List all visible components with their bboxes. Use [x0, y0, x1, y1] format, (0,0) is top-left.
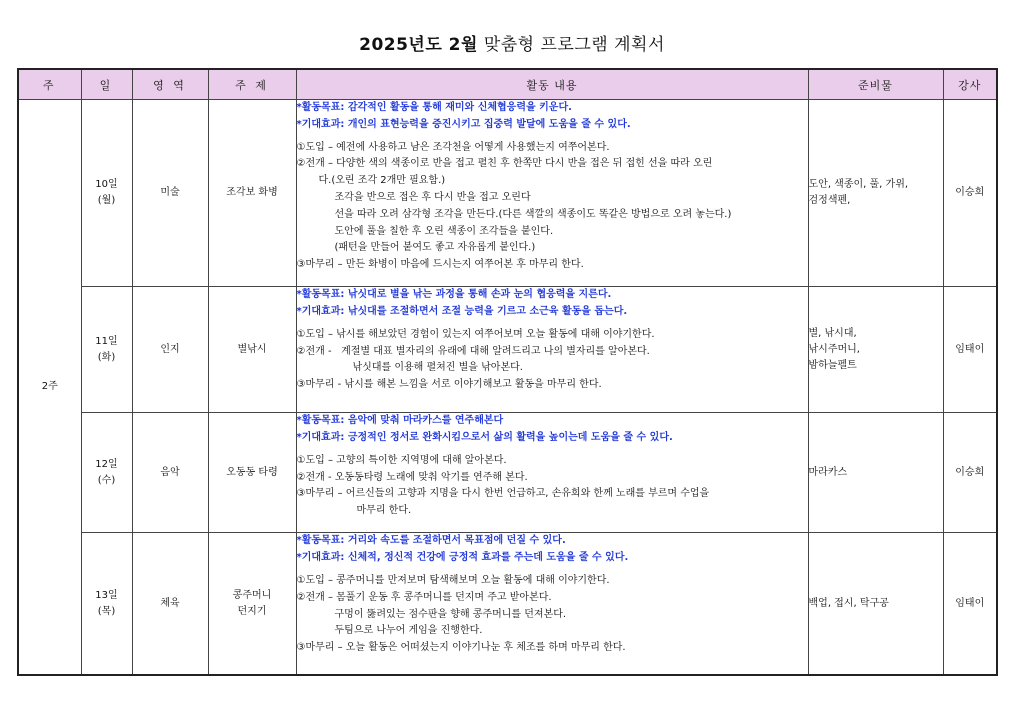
topic-line: 콩주머니: [232, 589, 272, 601]
step-line: 낚싯대를 이용해 펼쳐진 별을 낚아본다.: [352, 362, 523, 374]
day-cell: [81, 533, 132, 675]
instructor-cell: 이승희: [943, 413, 997, 533]
activity-goal: *활동목표: 감각적인 활동을 통해 재미와 신체협응력을 키운다.: [296, 102, 572, 113]
expected-effect: *기대효과: 신체적, 정신적 건강에 긍정적 효과를 주는데 도움을 줄 수 있다.: [296, 552, 629, 564]
document-title: [0, 30, 1024, 55]
day-label: 11일: [95, 335, 118, 347]
day-label: 10일: [95, 179, 118, 191]
table-row: [18, 287, 997, 413]
step-line: 마무리 한다.: [356, 505, 412, 517]
step-finish: ③마무리 - 낚시를 해본 느낌을 서로 이야기해보고 활동을 마무리 한다.: [296, 379, 602, 391]
weekday-label: (목): [97, 605, 116, 617]
step-finish: ③마무리 – 오늘 활동은 어떠셨는지 이야기나눈 후 체조를 하며 마무리 한다.: [296, 642, 626, 654]
activity-cell: [296, 100, 808, 287]
header-week: 주: [18, 69, 81, 100]
prep-line: 마라카스: [808, 466, 848, 478]
topic-cell: [208, 533, 296, 675]
topic-line: 던지기: [237, 605, 267, 617]
program-plan-table: [17, 68, 998, 676]
expected-effect: *기대효과: 개인의 표현능력을 증진시키고 집중력 발달에 도움을 줄 수 있다.: [296, 118, 631, 130]
area-cell: 체육: [132, 533, 208, 675]
topic-cell: 별낚시: [208, 287, 296, 413]
day-label: 13일: [95, 589, 118, 601]
header-day: 일: [81, 69, 132, 100]
prep-cell: [808, 413, 943, 533]
step-intro: ①도입 – 낚시를 해보았던 경험이 있는지 여쭈어보며 오늘 활동에 대해 이야기한다.: [296, 328, 655, 340]
expected-effect: *기대효과: 낚싯대를 조절하면서 조절 능력을 기르고 소근육 활동을 돕는다.: [296, 305, 628, 317]
prep-line: 도안, 색종이, 풀, 가위,: [808, 179, 909, 191]
title-year-month: 2025년도 2월: [359, 35, 478, 55]
step-line: 조각을 반으로 접은 후 다시 반을 접고 오린다: [334, 191, 531, 203]
weekday-label: (월): [97, 195, 116, 207]
prep-cell: [808, 100, 943, 287]
day-cell: [81, 287, 132, 413]
instructor-cell: 임태이: [943, 533, 997, 675]
activity-cell: [296, 287, 808, 413]
area-cell: 인지: [132, 287, 208, 413]
prep-cell: [808, 287, 943, 413]
prep-cell: [808, 533, 943, 675]
area-cell: 미술: [132, 100, 208, 287]
step-line: (패턴을 만들어 붙여도 좋고 자유롭게 붙인다.): [334, 242, 536, 254]
step-finish: ③마무리 – 만든 화병이 마음에 드시는지 여쭈어본 후 마무리 한다.: [296, 259, 584, 271]
activity-cell: [296, 533, 808, 675]
step-line: 선을 따라 오려 삼각형 조각을 만든다.(다른 색깔의 색종이도 똑같은 방법으로 오려 놓는다.): [334, 208, 732, 220]
step-develop: ②전개 - 계절별 대표 별자리의 유래에 대해 알려드리고 나의 별자리를 알아본다.: [296, 345, 650, 357]
step-line: 다.(오린 조각 2개만 필요함.): [318, 175, 446, 187]
day-cell: [81, 413, 132, 533]
day-label: 12일: [95, 458, 118, 470]
instructor-cell: 이승희: [943, 100, 997, 287]
header-activity: 활동 내용: [296, 69, 808, 100]
week-cell: 2주: [18, 100, 81, 676]
header-topic: 주 제: [208, 69, 296, 100]
prep-line: 백업, 접시, 탁구공: [808, 597, 889, 609]
activity-goal: *활동목표: 음악에 맞춰 마라카스를 연주해본다: [296, 415, 504, 427]
prep-line: 별, 낚시대,: [808, 327, 857, 339]
header-instructor: 강사: [943, 69, 997, 100]
step-line: 두팀으로 나누어 게임을 진행한다.: [334, 625, 483, 637]
step-develop: ②전개 – 몸풀기 운동 후 콩주머니를 던지며 주고 받아본다.: [296, 591, 552, 603]
topic-cell: 오동동 타령: [208, 413, 296, 533]
activity-goal: *활동목표: 낚싯대로 별을 낚는 과정을 통해 손과 눈의 협응력을 지른다.: [296, 289, 612, 301]
step-finish: ③마무리 – 어르신들의 고향과 지명을 다시 한번 언급하고, 손유희와 한께 노래를 부르며 수업을: [296, 488, 710, 500]
prep-line: 낚시주머니,: [808, 343, 860, 355]
activity-cell: [296, 413, 808, 533]
prep-line: 검정색펜,: [808, 195, 851, 207]
instructor-cell: 임태이: [943, 287, 997, 413]
step-develop: ②전개 - 오동동타령 노래에 맞춰 악기를 연주해 본다.: [296, 471, 528, 483]
step-line: 도안에 풀을 칠한 후 오린 색종이 조각들을 붙인다.: [334, 225, 554, 237]
topic-cell: 조각보 화병: [208, 100, 296, 287]
header-area: 영 역: [132, 69, 208, 100]
header-prep: 준비물: [808, 69, 943, 100]
weekday-label: (수): [97, 474, 116, 486]
table-row: [18, 533, 997, 675]
title-text: 맞춤형 프로그램 계획서: [477, 35, 665, 55]
step-develop: ②전개 – 다양한 색의 색종이로 반을 접고 펼친 후 한쪽만 다시 반을 접은 뒤 접힌 선을 따라 오린: [296, 158, 713, 170]
step-intro: ①도입 – 콩주머니를 만져보며 탐색해보며 오늘 활동에 대해 이야기한다.: [296, 574, 610, 586]
weekday-label: (화): [97, 351, 116, 363]
expected-effect: *기대효과: 긍정적인 정서로 완화시킴으로서 삶의 활력을 높이는데 도움을 줄 수 있다.: [296, 432, 673, 444]
header-row: [18, 69, 997, 100]
step-intro: ①도입 – 예전에 사용하고 남은 조각천을 어떻게 사용했는지 여쭈어본다.: [296, 141, 610, 153]
activity-goal: *활동목표: 거리와 속도를 조절하면서 목표점에 던질 수 있다.: [296, 535, 566, 547]
table-row: [18, 413, 997, 533]
table-row: [18, 100, 997, 287]
step-intro: ①도입 – 고향의 특이한 지역명에 대해 알아본다.: [296, 454, 507, 466]
step-line: 구멍이 뚫려있는 점수판을 향해 콩주머니를 던져본다.: [334, 608, 567, 620]
prep-line: 밤하늘펠트: [808, 359, 857, 371]
area-cell: 음악: [132, 413, 208, 533]
day-cell: [81, 100, 132, 287]
